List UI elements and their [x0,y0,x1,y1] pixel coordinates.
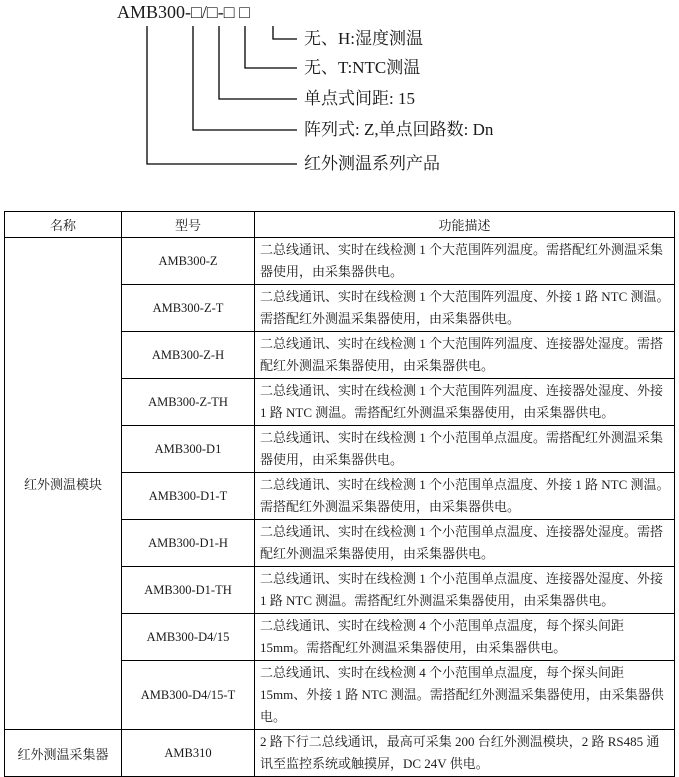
table-header-row [5,212,675,238]
description-cell: 二总线通讯、实时在线检测 1 个大范围阵列温度。需搭配红外测温采集器使用，由采集器供电。 [255,238,675,285]
model-cell: AMB300-Z [122,238,255,285]
description-cell: 二总线通讯、实时在线检测 1 个小范围单点温度、外接 1 路 NTC 测温。需搭配红外测温采集器使用，由采集器供电。 [255,473,675,520]
model-cell: AMB300-Z-T [122,285,255,332]
model-cell: AMB300-D4/15-T [122,661,255,730]
description-cell: 二总线通讯、实时在线检测 1 个大范围阵列温度、连接器处湿度。需搭配红外测温采集器使用，由采集器供电。 [255,332,675,379]
product-spec-table [4,211,675,777]
description-cell: 二总线通讯、实时在线检测 1 个小范围单点温度、连接器处湿度。需搭配红外测温采集器使用，由采集器供电。 [255,520,675,567]
code-option-array: 阵列式: Z,单点回路数: Dn [304,120,494,139]
description-cell: 二总线通讯、实时在线检测 1 个小范围单点温度、连接器处湿度、外接 1 路 NTC 测温。需搭配红外测温采集器使用，由采集器供电。 [255,567,675,614]
model-cell: AMB310 [122,730,255,777]
model-cell: AMB300-Z-TH [122,379,255,426]
table-row [5,238,675,285]
model-cell: AMB300-D1-H [122,520,255,567]
code-option-spacing: 单点式间距: 15 [304,89,415,108]
model-cell: AMB300-Z-H [122,332,255,379]
description-cell: 二总线通讯、实时在线检测 4 个小范围单点温度，每个探头间距 15mm、外接 1 路 NTC 测温。需搭配红外测温采集器使用，由采集器供电。 [255,661,675,730]
model-cell: AMB300-D1-TH [122,567,255,614]
category-cell: 红外测温模块 [5,238,122,730]
model-cell: AMB300-D4/15 [122,614,255,661]
header-model: 型号 [122,212,255,238]
header-description: 功能描述 [255,212,675,238]
code-option-series: 红外测温系列产品 [304,154,440,173]
category-cell: 红外测温采集器 [5,730,122,777]
model-code-diagram [0,0,679,195]
description-cell: 二总线通讯、实时在线检测 1 个大范围阵列温度、外接 1 路 NTC 测温。需搭配红外测温采集器使用，由采集器供电。 [255,285,675,332]
model-cell: AMB300-D1 [122,426,255,473]
description-cell: 二总线通讯、实时在线检测 4 个小范围单点温度，每个探头间距 15mm。需搭配红外测温采集器使用，由采集器供电。 [255,614,675,661]
model-cell: AMB300-D1-T [122,473,255,520]
model-code: AMB300-□/□-□ □ [117,2,250,22]
code-option-humidity: 无、H:湿度测温 [304,29,423,48]
description-cell: 二总线通讯、实时在线检测 1 个小范围单点温度。需搭配红外测温采集器使用，由采集器供电。 [255,426,675,473]
description-cell: 二总线通讯、实时在线检测 1 个大范围阵列温度、连接器处湿度、外接 1 路 NTC 测温。需搭配红外测温采集器使用，由采集器供电。 [255,379,675,426]
code-option-ntc: 无、T:NTC测温 [304,58,421,77]
table-row [5,730,675,777]
header-name: 名称 [5,212,122,238]
description-cell: 2 路下行二总线通讯，最高可采集 200 台红外测温模块，2 路 RS485 通讯至监控系统或触摸屏，DC 24V 供电。 [255,730,675,777]
